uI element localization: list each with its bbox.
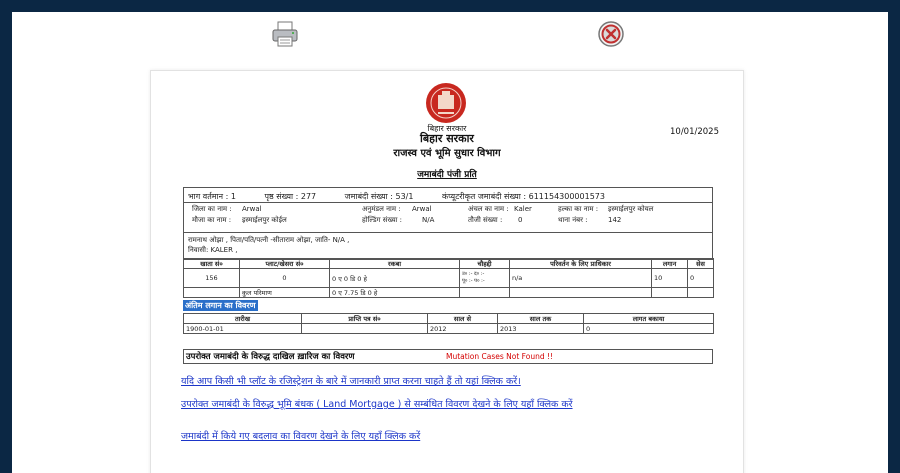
ses-cell: 0	[688, 269, 714, 288]
anumandal-value: Arwal	[412, 205, 432, 213]
column-header: प्लाट/खेसरा सं०	[240, 259, 330, 269]
column-header: सेस	[688, 259, 714, 269]
column-header: खाता सं०	[184, 259, 240, 269]
prapti-cell	[302, 324, 428, 334]
column-header: परिवर्तन के लिए प्राधिकार	[510, 259, 652, 269]
zila-value: Arwal	[242, 205, 262, 213]
empty-cell	[652, 288, 688, 298]
khata-table	[183, 258, 714, 298]
chauhaddi-line: उ० :- द० :-	[462, 271, 485, 277]
jamabandi-summary-row	[188, 191, 631, 202]
column-header: लागत बकाया	[584, 314, 714, 324]
chauhaddi-cell	[460, 269, 510, 288]
tarikh-cell: 1900-01-01	[184, 324, 302, 334]
holding-value: N/A	[422, 216, 435, 224]
khata-cell: 156	[184, 269, 240, 288]
mauja-value: इस्माईलपुर कोईल	[242, 216, 287, 224]
table-header-row	[184, 314, 714, 324]
department-name: राजस्व एवं भूमि सुधार विभाग	[393, 148, 501, 159]
table-row	[184, 288, 714, 298]
thana-label: थाना नंबर :	[558, 216, 588, 224]
seal-caption: बिहार सरकार	[427, 124, 467, 133]
plot-cell: 0	[240, 269, 330, 288]
raiyat-niwasi: निवासी: KALER ,	[188, 246, 238, 254]
zila-label: जिला का नाम :	[192, 205, 232, 213]
divider	[184, 232, 712, 233]
prishth-value: पृष्ठ संख्या : 277	[264, 192, 317, 201]
parivartan-cell: n/a	[510, 269, 652, 288]
lagan-table	[183, 313, 714, 334]
column-header: चौहद्दी	[460, 259, 510, 269]
printer-icon[interactable]	[270, 20, 300, 52]
chauhaddi-line: पू० :- प० :-	[462, 278, 485, 284]
tauji-value: 0	[518, 216, 523, 224]
saal-se-cell: 2012	[428, 324, 498, 334]
tauji-label: तौजी संख्या :	[468, 216, 503, 224]
jamabandi-changes-link[interactable]: जमाबंदी में किये गए बदलाव का विवरण देखने के लिए यहाँ क्लिक करें	[181, 431, 421, 442]
column-header: रकबा	[330, 259, 460, 269]
empty-cell	[510, 288, 652, 298]
page-frame	[12, 12, 888, 473]
bhag-value: भाग वर्तमान : 1	[188, 192, 236, 201]
rakba-cell: 0 ए 0 डि 0 हे	[330, 269, 460, 288]
holding-label: होल्डिंग संख्या :	[362, 216, 403, 224]
land-mortgage-link[interactable]: उपरोक्त जमाबंदी के विरुद्ध भूमि बंधक ( Land Mortgage ) से सम्बंधित विवरण देखने के लिए यहाँ क्लिक करें	[181, 399, 573, 410]
lagan-cell: 10	[652, 269, 688, 288]
column-header: लगान	[652, 259, 688, 269]
table-header-row	[184, 259, 714, 269]
lagan-section-title: अंतिम लगान का विवरण	[185, 301, 256, 310]
total-value-cell: 0 ए 7.75 डि 0 हे	[330, 288, 460, 298]
anchal-value: Kaler	[514, 205, 532, 213]
anchal-label: अंचल का नाम :	[468, 205, 509, 213]
halka-label: हल्का का नाम :	[558, 205, 599, 213]
table-row	[184, 269, 714, 288]
document-page	[150, 70, 744, 473]
column-header: प्राप्ति पत्र सं०	[302, 314, 428, 324]
government-name: बिहार सरकार	[420, 132, 474, 145]
empty-cell	[688, 288, 714, 298]
computer-jamabandi-value: कंप्यूटरीकृत जमाबंदी संख्या : 611154300001573	[442, 192, 605, 201]
column-header: तारीख	[184, 314, 302, 324]
saal-tak-cell: 2013	[498, 324, 584, 334]
jamabandi-value: जमाबंदी संख्या : 53/1	[344, 192, 414, 201]
document-date: 10/01/2025	[670, 127, 719, 137]
registration-link[interactable]: यदि आप किसी भी प्लॉट के रजिस्ट्रेशन के बारे में जानकारी प्राप्त करना चाहते हैं तो यहां क्लिक करें।	[181, 376, 521, 387]
thana-value: 142	[608, 216, 622, 224]
divider	[184, 202, 712, 203]
empty-cell	[460, 288, 510, 298]
total-label-cell: कुल परिमाण	[240, 288, 330, 298]
document-title: जमाबंदी पंजी प्रति	[417, 170, 477, 180]
mutation-box	[183, 349, 713, 364]
column-header: साल तक	[498, 314, 584, 324]
anumandal-label: अनुमंडल नाम :	[362, 205, 401, 213]
bakaya-cell: 0	[584, 324, 714, 334]
close-icon[interactable]	[597, 20, 625, 52]
raiyat-name: रामनाथ ओझा , पिता/पति/पत्नी -सीताराम ओझा, जाति- N/A ,	[188, 236, 350, 244]
bihar-seal-icon	[421, 81, 471, 129]
column-header: साल से	[428, 314, 498, 324]
mutation-label: उपरोक्त जमाबंदी के विरुद्ध दाखिल ख़ारिज का विवरण	[186, 352, 355, 362]
mauja-label: मौजा का नाम :	[192, 216, 232, 224]
halka-value: इस्माईलपुर कोयल	[608, 205, 654, 213]
table-row	[184, 324, 714, 334]
mutation-status: Mutation Cases Not Found !!	[446, 352, 553, 361]
jamabandi-info-box	[183, 187, 713, 260]
empty-cell	[184, 288, 240, 298]
